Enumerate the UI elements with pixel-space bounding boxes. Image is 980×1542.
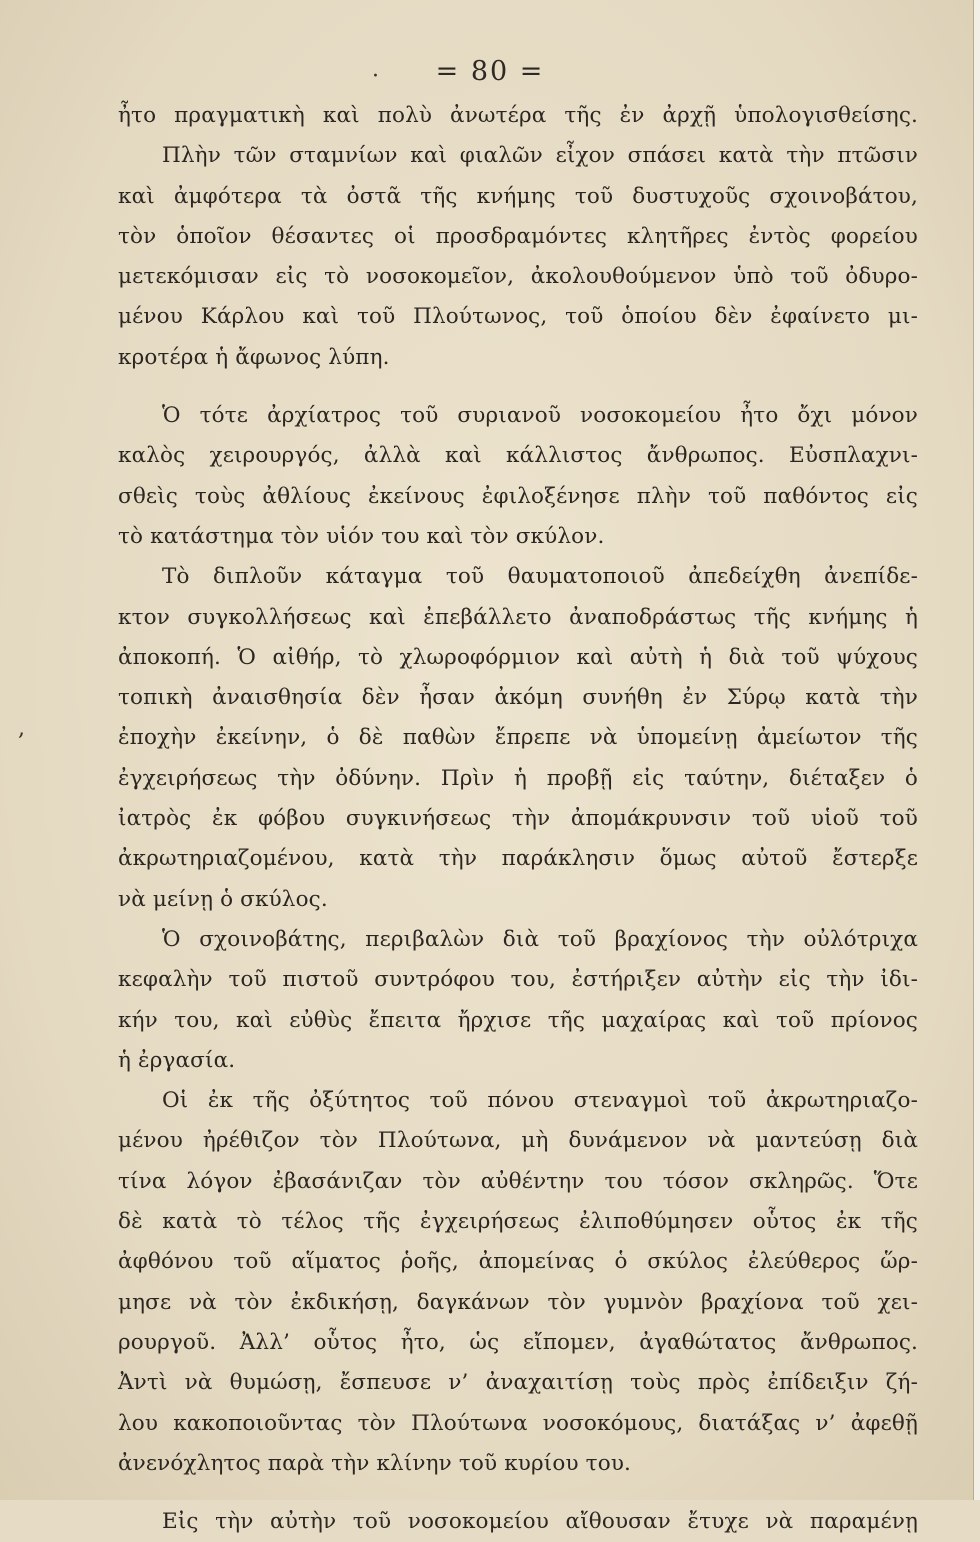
text-line: μετεκόμισαν εἰς τὸ νοσοκομεῖον, ἀκολουθούμενον ὑπὸ τοῦ ὀδυρο- [118, 264, 918, 290]
text-line: ἡ ἐργασία. [118, 1047, 236, 1073]
text-line: ἐποχὴν ἐκείνην, ὁ δὲ παθὼν ἔπρεπε νὰ ὑπομείνῃ ἀμείωτον τῆς [118, 725, 918, 751]
text-line: λου κακοποιοῦντας τὸν Πλούτωνα νοσοκόμους, διατάξας ν’ ἀφεθῇ [118, 1410, 918, 1436]
text-line: ἰατρὸς ἐκ φόβου συγκινήσεως τὴν ἀπομάκρυνσιν τοῦ υἱοῦ τοῦ [118, 806, 918, 832]
text-line: ἀποκοπή. Ὁ αἰθήρ, τὸ χλωροφόρμιον καὶ αὐτὴ ἡ διὰ τοῦ ψύχους [118, 644, 918, 670]
text-line: Ἀντὶ νὰ θυμώσῃ, ἔσπευσε ν’ ἀναχαιτίσῃ τοὺς πρὸς ἐπίδειξιν ζή- [118, 1370, 918, 1396]
text-line: κήν του, καὶ εὐθὺς ἔπειτα ἤρχισε τῆς μαχαίρας καὶ τοῦ πρίονος [118, 1007, 918, 1033]
text-line: κτον συγκολλήσεως καὶ ἐπεβάλλετο ἀναποδράστως τῆς κνήμης ἡ [118, 604, 918, 630]
text-line: μένου Κάρλου καὶ τοῦ Πλούτωνος, τοῦ ὁποίου δὲν ἐφαίνετο μι- [118, 304, 918, 330]
text-line: Ὁ τότε ἀρχίατρος τοῦ συριανοῦ νοσοκομείου ἦτο ὄχι μόνον [162, 403, 918, 429]
text-line: τοπικὴ ἀναισθησία δὲν ἦσαν ἀκόμη συνήθη ἐν Σύρῳ κατὰ τὴν [118, 685, 918, 711]
text-line: τὸν ὁποῖον θέσαντες οἱ προσδραμόντες κλητῆρες ἐντὸς φορείου [118, 223, 918, 249]
text-line: ἐγχειρήσεως τὴν ὀδύνην. Πρὶν ἡ προβῇ εἰς ταύτην, διέταξεν ὁ [118, 765, 918, 791]
text-line: ρουργοῦ. Ἀλλ’ οὗτος ἦτο, ὡς εἴπομεν, ἀγαθώτατος ἄνθρωπος. [118, 1329, 918, 1355]
text-line: τὸ κατάστημα τὸν υἱόν του καὶ τὸν σκύλον. [118, 523, 605, 549]
text-line: Τὸ διπλοῦν κάταγμα τοῦ θαυματοποιοῦ ἀπεδείχθη ἀνεπίδε- [162, 564, 918, 590]
page-number: = 80 = [435, 56, 545, 87]
text-line: τίνα λόγον ἐβασάνιζαν τὸν αὐθέντην του τόσον σκληρῶς. Ὅτε [118, 1168, 918, 1194]
text-line: ἀκρωτηριαζομένου, κατὰ τὴν παράκλησιν ὅμως αὐτοῦ ἔστερξε [118, 846, 918, 872]
text-line: καὶ ἀμφότερα τὰ ὀστᾶ τῆς κνήμης τοῦ δυστυχοῦς σχοινοβάτου, [118, 183, 918, 209]
page-edge [973, 0, 980, 1500]
text-line: μένου ἠρέθιζον τὸν Πλούτωνα, μὴ δυνάμενον νὰ μαντεύσῃ διὰ [118, 1128, 918, 1154]
body-text [118, 96, 918, 1542]
text-line: ἦτο πραγματικὴ καὶ πολὺ ἀνωτέρα τῆς ἐν ἀρχῇ ὑπολογισθείσης. [118, 103, 918, 128]
text-line: σθεὶς τοὺς ἀθλίους ἐκείνους ἐφιλοξένησε πλὴν τοῦ παθόντος εἰς [118, 483, 918, 509]
text-line: κεφαλὴν τοῦ πιστοῦ συντρόφου του, ἐστήριξεν αὐτὴν εἰς τὴν ἰδι- [118, 967, 918, 993]
text-line: δὲ κατὰ τὸ τέλος τῆς ἐγχειρήσεως ἐλιποθύμησεν οὗτος ἐκ τῆς [118, 1209, 918, 1235]
text-line: Πλὴν τῶν σταμνίων καὶ φιαλῶν εἶχον σπάσει κατὰ τὴν πτῶσιν [162, 143, 918, 169]
text-line: καλὸς χειρουργός, ἀλλὰ καὶ κάλλιστος ἄνθρωπος. Εὐσπλαχνι- [118, 443, 918, 469]
text-line: κροτέρα ἡ ἄφωνος λύπη. [118, 344, 390, 370]
text-line: Ὁ σχοινοβάτης, περιβαλὼν διὰ τοῦ βραχίονος τὴν οὐλότριχα [162, 926, 918, 952]
text-line: ἀφθόνου τοῦ αἵματος ῥοῆς, ἀπομείνας ὁ σκύλος ἐλεύθερος ὥρ- [118, 1249, 918, 1275]
ink-speck: · [372, 64, 379, 89]
text-line: μησε νὰ τὸν ἐκδικήσῃ, δαγκάνων τὸν γυμνὸν βραχίονα τοῦ χει- [118, 1289, 918, 1315]
text-line: νὰ μείνῃ ὁ σκύλος. [118, 886, 328, 912]
text-line: ἀνενόχλητος παρὰ τὴν κλίνην τοῦ κυρίου του. [118, 1450, 632, 1476]
text-line: Οἱ ἐκ τῆς ὀξύτητος τοῦ πόνου στεναγμοὶ τοῦ ἀκρωτηριαζο- [162, 1088, 918, 1114]
ink-speck: , [18, 716, 25, 741]
text-line: Εἰς τὴν αὐτὴν τοῦ νοσοκομείου αἴθουσαν ἔτυχε νὰ παραμένῃ [162, 1509, 918, 1535]
